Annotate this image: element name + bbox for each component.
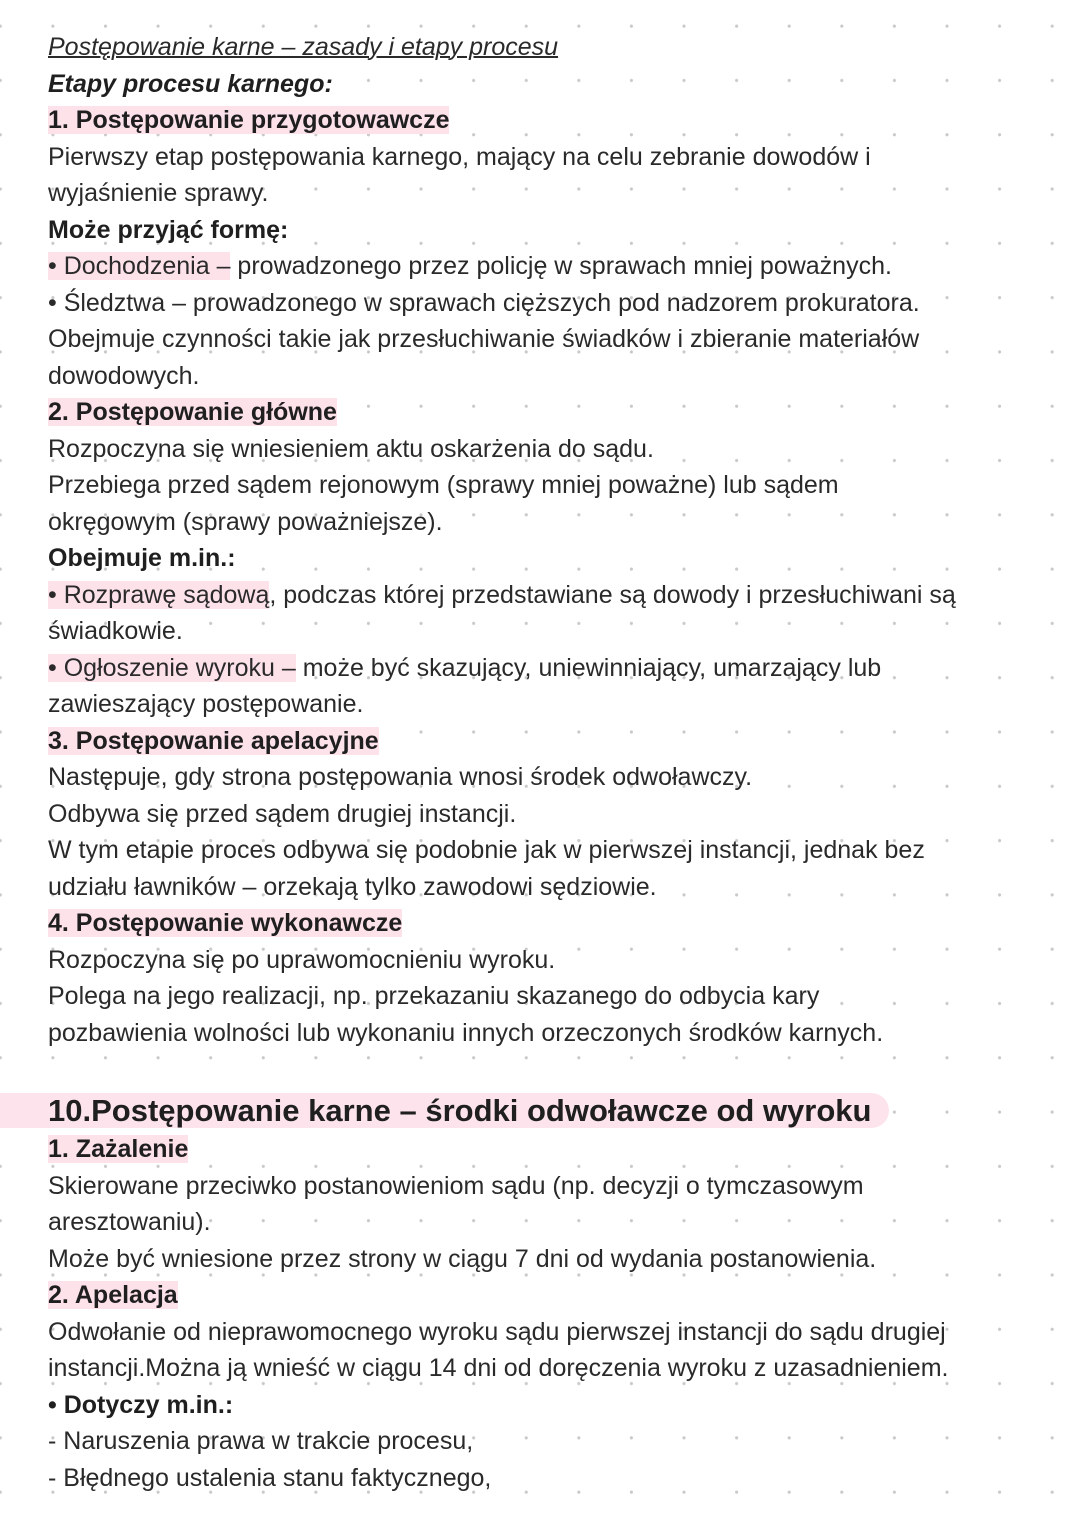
paragraph: Rozpoczyna się wniesieniem aktu oskarżenia do sądu. [48,434,654,463]
chapter-heading: 10.Postępowanie karne – środki odwoławcze od wyroku [0,1093,889,1128]
paragraph: Obejmuje czynności takie jak przesłuchiwanie świadków i zbieranie materiałów [48,325,920,353]
paragraph: Może być wniesione przez strony w ciągu 7 dni od wydania postanowienia. [48,1244,877,1273]
list-item: - Naruszenia prawa w trakcie procesu, [48,1427,474,1455]
paragraph: Następuje, gdy strona postępowania wnosi środek odwoławczy. [48,763,753,791]
subtitle: Etapy procesu karnego: [48,69,333,98]
highlighted-term: • Ogłoszenie wyroku – [48,653,296,682]
label: • Dotyczy m.in.: [48,1390,234,1419]
paragraph: okręgowym (sprawy poważniejsze). [48,507,443,536]
paragraph: Przebiega przed sądem rejonowym (sprawy mniej poważne) lub sądem [48,471,839,499]
bullet-item [48,650,1058,687]
text: może być skazujący, uniewinniający, umarzający lub [295,653,882,682]
section-heading: 1. Postępowanie przygotowawcze [48,106,450,134]
highlighted-term: • Rozprawę sądową [48,580,270,609]
bullet-item [48,577,1058,614]
section-heading: 2. Apelacja [48,1281,178,1309]
paragraph: świadkowie. [48,617,183,645]
label: Obejmuje m.in.: [48,544,236,572]
paragraph: Skierowane przeciwko postanowieniom sądu (np. decyzji o tymczasowym [48,1171,864,1200]
note-page [48,29,1058,1496]
text: , podczas której przedstawiane są dowody i przesłuchiwani są [269,580,956,609]
list-item: - Błędnego ustalenia stanu faktycznego, [48,1463,492,1492]
paragraph: W tym etapie proces odbywa się podobnie jak w pierwszej instancji, jednak bez [48,836,925,864]
paragraph: udziału ławników – orzekają tylko zawodowi sędziowie. [48,872,657,901]
paragraph: aresztowaniu). [48,1208,211,1236]
paragraph: zawieszający postępowanie. [48,690,364,718]
highlighted-term: • Dochodzenia – [48,252,231,280]
section-heading: 3. Postępowanie apelacyjne [48,726,379,755]
paragraph: wyjaśnienie sprawy. [48,179,269,207]
bullet-item: • Śledztwa – prowadzonego w sprawach cięższych pod nadzorem prokuratora. [48,288,920,317]
paragraph: Odwołanie od nieprawomocnego wyroku sądu pierwszej instancji do sądu drugiej [48,1317,946,1346]
paragraph: instancji.Można ją wnieść w ciągu 14 dni od doręczenia wyroku z uzasadnieniem. [48,1354,949,1382]
paragraph: pozbawienia wolności lub wykonaniu innych orzeczonych środków karnych. [48,1018,884,1047]
paragraph: dowodowych. [48,361,200,390]
section-heading: 1. Zażalenie [48,1135,189,1163]
label: Może przyjąć formę: [48,215,289,244]
paragraph: Pierwszy etap postępowania karnego, mający na celu zebranie dowodów i [48,142,871,171]
bullet-item [48,248,1058,285]
section-heading: 4. Postępowanie wykonawcze [48,909,403,937]
paragraph: Odbywa się przed sądem drugiej instancji. [48,799,517,828]
section-heading: 2. Postępowanie główne [48,398,337,426]
page-title: Postępowanie karne – zasady i etapy procesu [48,33,559,61]
text: prowadzonego przez policję w sprawach mniej poważnych. [230,252,892,280]
paragraph: Polega na jego realizacji, np. przekazaniu skazanego do odbycia kary [48,982,820,1010]
paragraph: Rozpoczyna się po uprawomocnieniu wyroku. [48,945,556,974]
